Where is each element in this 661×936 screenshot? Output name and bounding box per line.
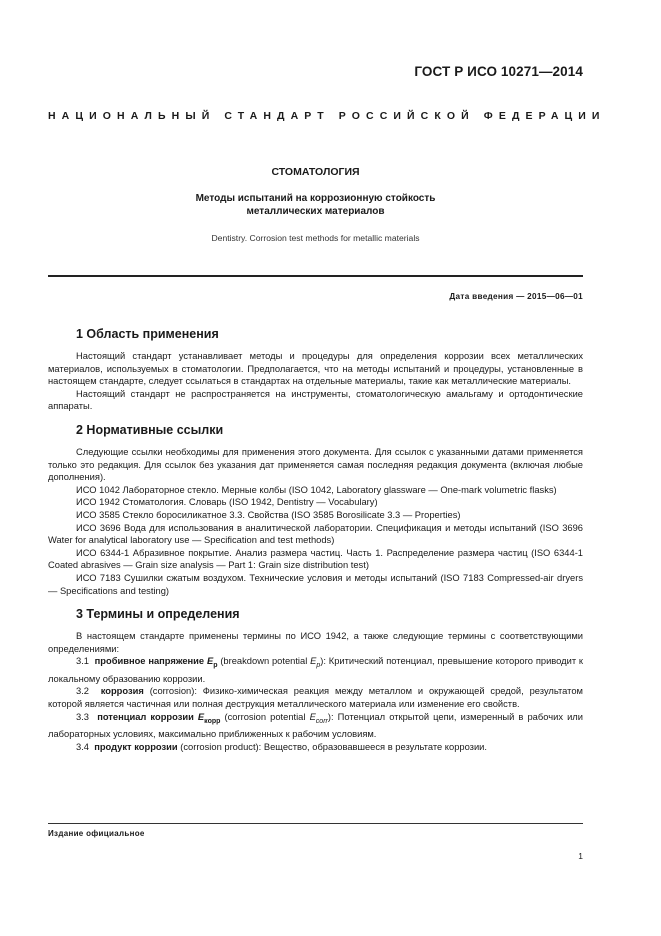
term-number: 3.3 [76,711,89,722]
document-title: СТОМАТОЛОГИЯ [271,166,360,178]
footer-divider [48,823,583,824]
term-label: потенциал коррозии $E_{корр}$ [97,711,221,725]
section-normative-references [48,422,583,597]
term-definition: 3.1 пробивное напряжение $E_p$ (breakdown potential $E_p$): Критический потенциал, превышение которого приводит к локальному образованию коррозии. [48,656,583,684]
reference-item: ИСО 3696 Вода для использования в аналитической лаборатории. Спецификация и методы испытаний (ISO 3696 Water for analytical laboratory use — Specification and test methods) [48,522,583,546]
reference-item: ИСО 6344-1 Абразивное покрытие. Анализ размера частиц. Часть 1. Распределение размера частиц (ISO 6344-1 Coated abrasives — Grain size analysis — Part 1: Grain size distribution test) [48,547,583,571]
section-heading: 1 Область применения [76,327,219,341]
term-label: пробивное напряжение $E_p$ [94,656,218,670]
section-heading: 2 Нормативные ссылки [76,422,224,437]
introduction-date: Дата введения — 2015—06—01 [449,292,583,301]
document-body [48,326,583,762]
paragraph: Настоящий стандарт устанавливает методы и процедуры для определения коррозии всех металлических материалов, используемых в стоматологии. Предполагается, что на методы испытаний и процедуры, установленные в настоящем стандарте, следует ссылаться в стандартах на отдельные материалы, такие как металлические материалы. [48,351,583,387]
paragraph: Настоящий стандарт не распространяется на инструменты, стоматологическую амальгаму и ортодонтические аппараты. [48,388,583,412]
subtitle-line-2: металлических материалов [246,206,385,217]
document-subtitle [48,192,583,218]
subtitle-line-1: Методы испытаний на коррозионную стойкость [195,193,436,204]
reference-item: ИСО 1942 Стоматология. Словарь (ISO 1942, Dentistry — Vocabulary) [76,497,378,508]
paragraph: Следующие ссылки необходимы для применения этого документа. Для ссылок с указанными датами применяется только это редакция. Для ссылок без указания дат применяется самая последняя редакция документа (включая любые дополнения). [48,446,583,483]
term-number: 3.1 [76,656,89,667]
reference-item: ИСО 7183 Сушилки сжатым воздухом. Технические условия и методы испытаний (ISO 7183 Compressed-air dryers — Specifications and testing) [48,572,583,596]
page-number: 1 [578,851,583,861]
term-number: 3.4 [76,741,89,752]
paragraph: В настоящем стандарте применены термины по ИСО 1942, а также следующие термины с соответствующими определениями: [48,631,583,654]
document-code: ГОСТ Р ИСО 10271—2014 [414,64,583,79]
section-terms [48,606,583,753]
term-definition: 3.4 продукт коррозии (corrosion product): Вещество, образовавшееся в результате коррозии. [76,741,488,752]
edition-note: Издание официальное [48,829,145,838]
standard-header: НАЦИОНАЛЬНЫЙ СТАНДАРТ РОССИЙСКОЙ ФЕДЕРАЦИИ [48,110,606,122]
term-number: 3.2 [76,686,89,697]
term-definition: 3.2 коррозия (corrosion): Физико-химическая реакция между металлом и окружающей средой, результатом которой является частичная или полная деструкция металлического материала или изменение его свойств. [48,686,583,709]
english-title: Dentistry. Corrosion test methods for metallic materials [211,233,420,243]
section-scope [48,326,583,413]
reference-item: ИСО 1042 Лабораторное стекло. Мерные колбы (ISO 1042, Laboratory glassware — One-mark volumetric flasks) [76,484,557,495]
reference-item: ИСО 3585 Стекло боросиликатное 3.3. Свойства (ISO 3585 Borosilicate 3.3 — Properties) [76,509,461,520]
term-label: коррозия [100,686,144,697]
term-label: продукт коррозии [94,741,178,752]
term-definition: 3.3 потенциал коррозии $E_{корр}$ (corrosion potential $E_{corr}$): Потенциал открытой цепи, измеренный в рабочих или лабораторных условиях, максимально приближенных к рабочим условиям. [48,711,583,739]
title-divider [48,275,583,277]
section-heading: 3 Термины и определения [76,607,240,622]
